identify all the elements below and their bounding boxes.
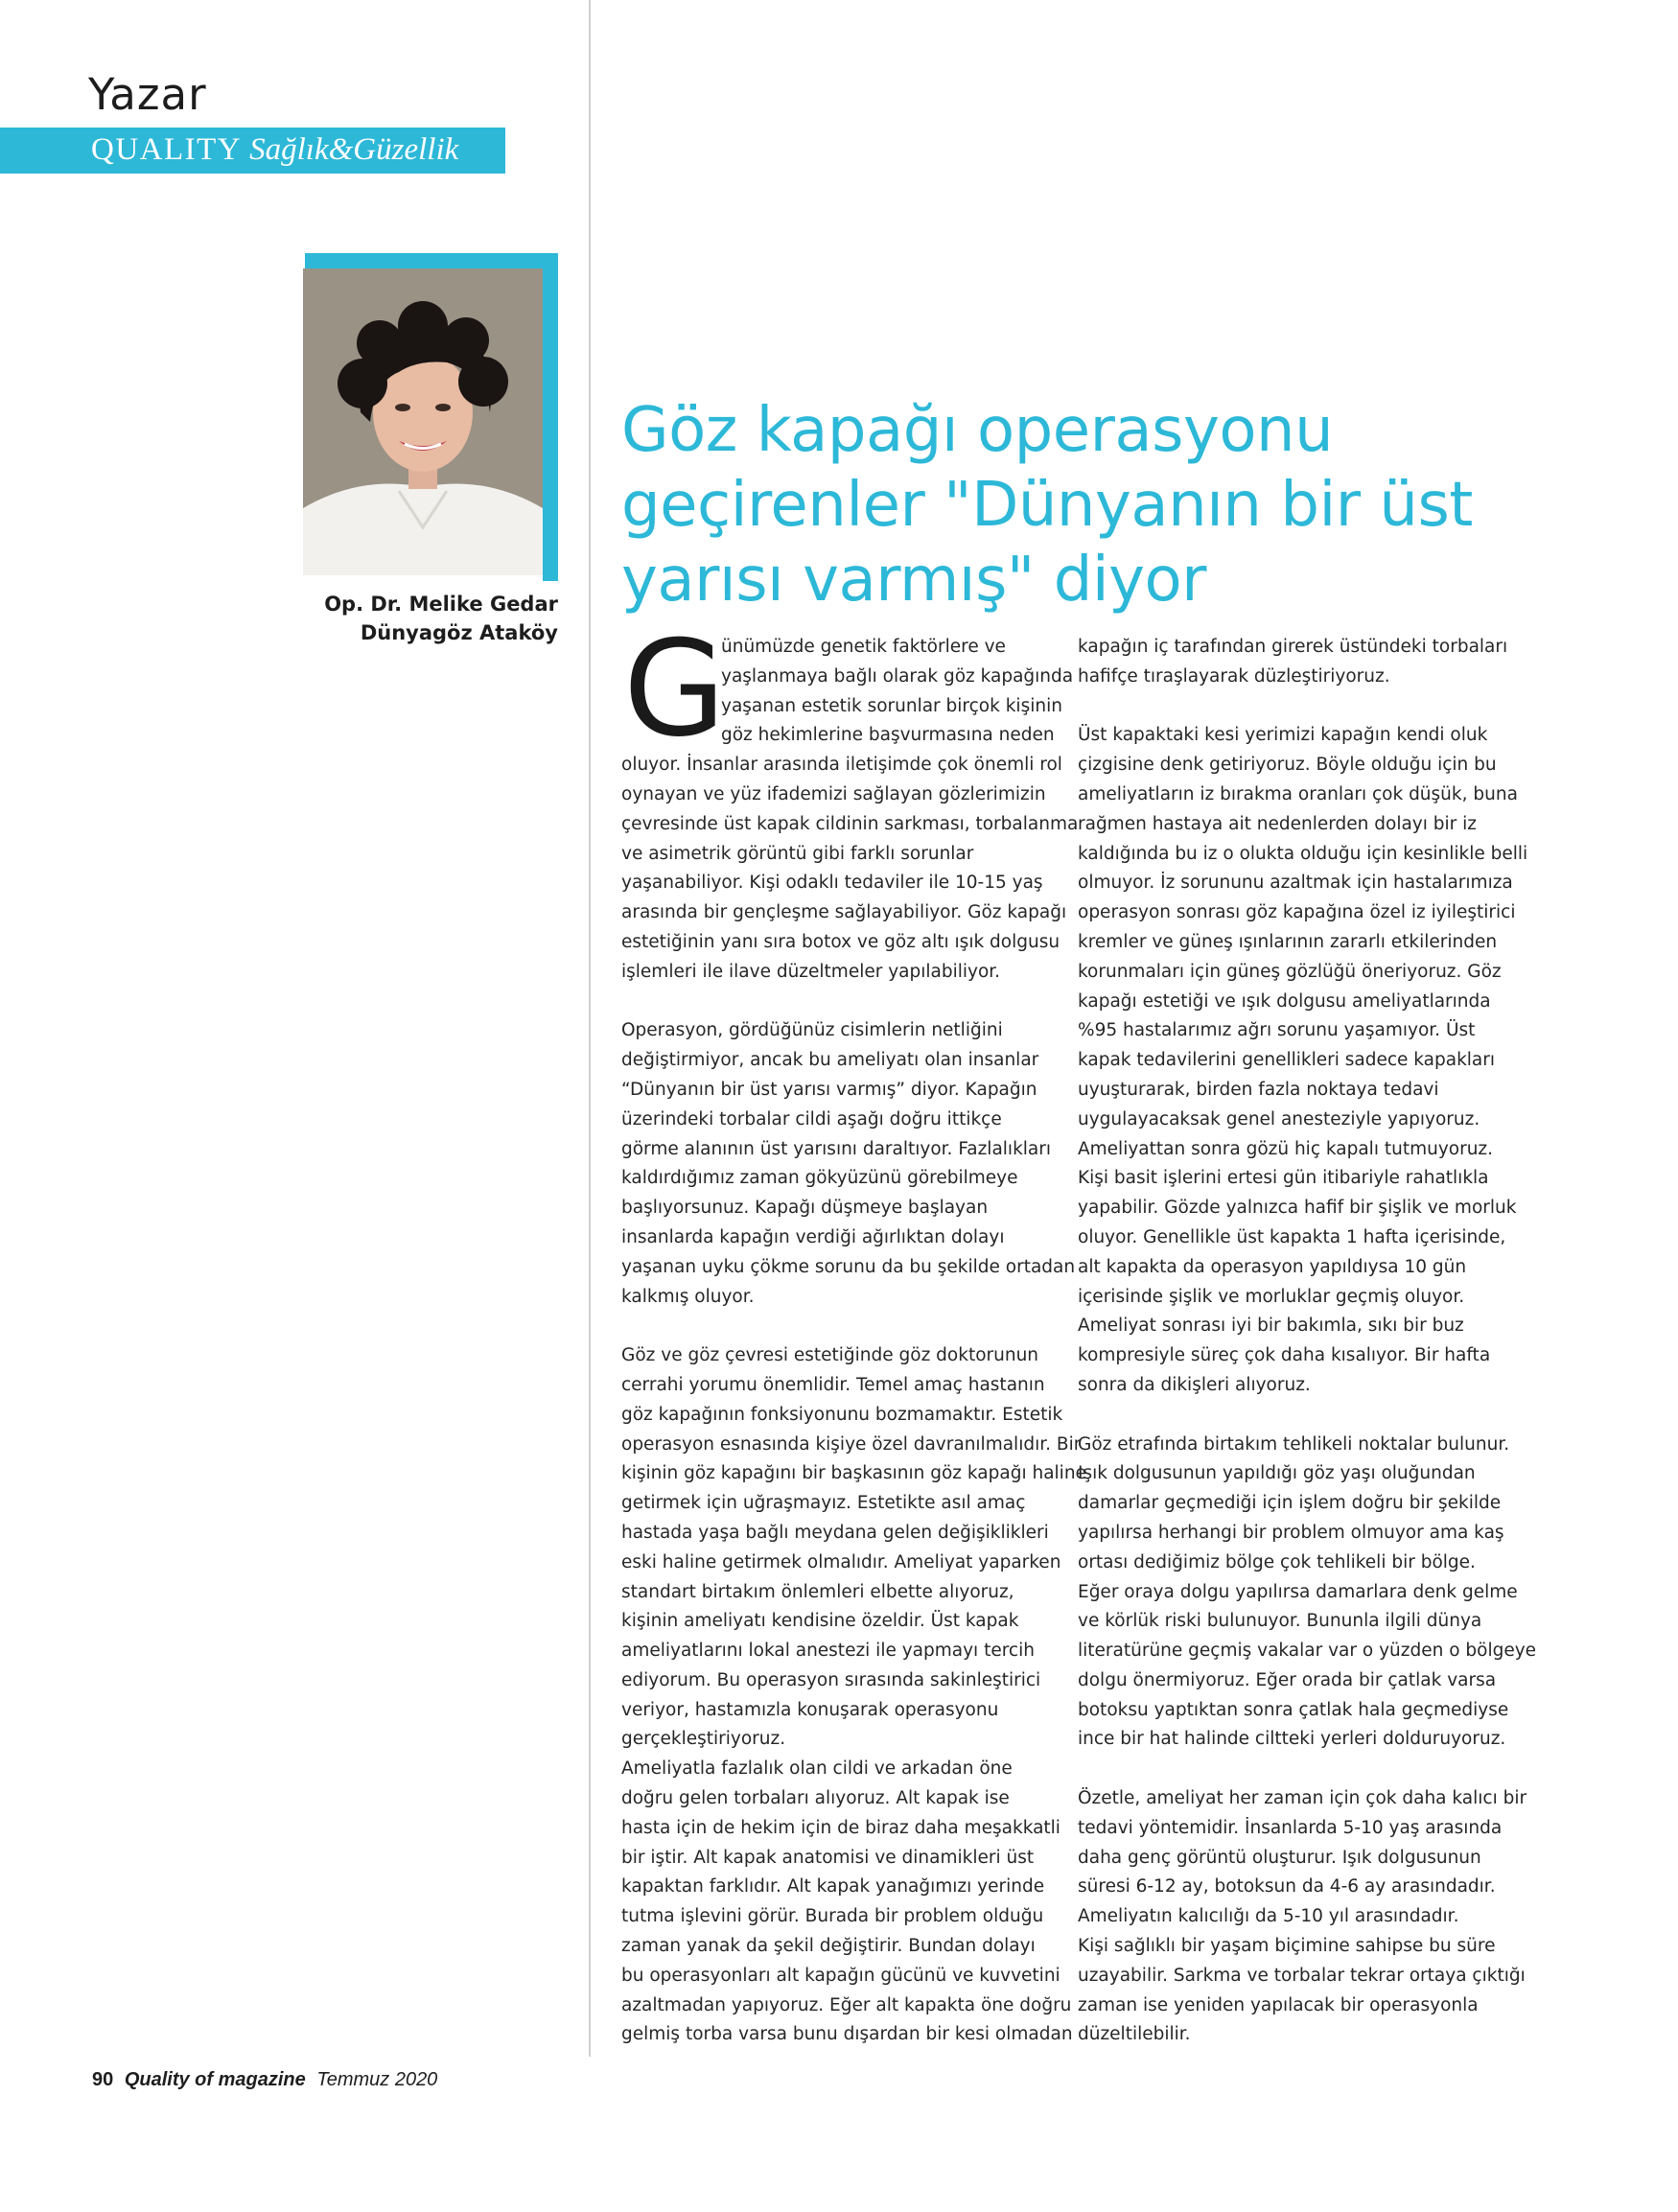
- text-line: ameliyatların iz bırakma oranları çok düşük, buna: [1078, 783, 1518, 804]
- text-line: daha genç görüntü oluşturur. Işık dolgusunun: [1078, 1847, 1481, 1868]
- text-line: Ameliyat sonrası iyi bir bakımla, sıkı bir buz: [1078, 1316, 1464, 1337]
- text-line: kremler ve güneş ışınlarının zararlı etkilerinden: [1078, 931, 1498, 952]
- text-line: ve asimetrik görüntü gibi farklı sorunlar: [621, 843, 974, 864]
- text-line: insanlarda kapağın verdiği ağırlıktan dolayı: [621, 1226, 1005, 1247]
- text-line: oluyor. Genellikle üst kapakta 1 hafta içerisinde,: [1078, 1226, 1506, 1247]
- brand-sub: Sağlık&Güzellik: [249, 132, 459, 167]
- text-line: Ameliyatın kalıcılığı da 5-10 yıl arasındadır.: [1078, 1906, 1459, 1927]
- page-number: 90: [92, 2069, 114, 2090]
- text-line: “Dünyanın bir üst yarısı varmış” diyor. Kapağın: [621, 1079, 1037, 1100]
- page-footer: [92, 2069, 437, 2091]
- issue-date: Temmuz 2020: [316, 2069, 438, 2090]
- article-paragraph: [621, 1016, 1076, 1312]
- text-line: Ameliyattan sonra gözü hiç kapalı tutmuyoruz.: [1078, 1138, 1494, 1159]
- author-photo: [303, 268, 543, 575]
- article-column-left: [621, 633, 1086, 2050]
- text-line: yaşanabiliyor. Kişi odaklı tedaviler ile 10-15 yaş: [621, 873, 1043, 894]
- text-line: operasyon sonrası göz kapağına özel iz iyileştirici: [1078, 902, 1516, 923]
- text-line: gerçekleştiriyoruz.: [621, 1729, 786, 1750]
- text-line: Işık dolgusunun yapıldığı göz yaşı oluğundan: [1078, 1463, 1476, 1484]
- text-line: süresi 6-12 ay, botoksun da 4-6 ay arasındadır.: [1078, 1876, 1496, 1898]
- text-line: kompresiyle süreç çok daha kısalıyor. Bir hafta: [1078, 1345, 1491, 1366]
- text-line: korunmaları için güneş gözlüğü öneriyoruz. Göz: [1078, 961, 1502, 982]
- text-line: ediyorum. Bu operasyon sırasında sakinleştirici: [621, 1669, 1041, 1690]
- text-line: cerrahi yorumu önemlidir. Temel amaç hastanın: [621, 1374, 1045, 1395]
- text-line: değiştirmiyor, ancak bu ameliyatı olan insanlar: [621, 1050, 1039, 1071]
- text-line: çevresinde üst kapak cildinin sarkması, torbalanma: [621, 813, 1079, 834]
- text-line: hasta için de hekim için de biraz daha meşakkatli: [621, 1817, 1060, 1838]
- text-line: literatürüne geçmiş vakalar var o yüzden o bölgeye: [1078, 1641, 1537, 1662]
- text-line: kaldığında bu iz o olukta olduğu için kesinlikle belli: [1078, 843, 1528, 864]
- article-headline: Göz kapağı operasyonu geçirenler "Dünyanın bir üst yarısı varmış" diyor: [621, 395, 1473, 616]
- text-line: uyuşturarak, birden fazla noktaya tedavi: [1078, 1079, 1439, 1100]
- text-line: zaman ise yeniden yapılacak bir operasyonla: [1078, 1994, 1479, 2015]
- text-line: kaldırdığımız zaman gökyüzünü görebilmeye: [621, 1168, 1018, 1189]
- text-line: ince bir hat halinde ciltteki yerleri dolduruyoruz.: [1078, 1729, 1506, 1750]
- text-line: standart birtakım önlemleri elbette alıyoruz,: [621, 1581, 1014, 1602]
- article-paragraph: [1078, 1784, 1527, 2050]
- text-line: başlıyorsunuz. Kapağı düşmeye başlayan: [621, 1198, 989, 1219]
- text-line: tutma işlevini görür. Burada bir problem olduğu: [621, 1906, 1044, 1927]
- text-line: tedavi yöntemidir. İnsanlarda 5-10 yaş arasında: [1078, 1817, 1503, 1838]
- text-line: yapabilir. Gözde yalnızca hafif bir şişlik ve morluk: [1078, 1198, 1517, 1219]
- text-line: kapağı estetiği ve ışık dolgusu ameliyatlarında: [1078, 990, 1491, 1012]
- column-divider: [589, 0, 591, 2057]
- text-line: yaşanan estetik sorunlar birçok kişinin: [721, 695, 1062, 716]
- text-line: sonra da dikişleri alıyoruz.: [1078, 1374, 1311, 1395]
- text-line: olmuyor. İz sorununu azaltmak için hastalarımıza: [1078, 873, 1513, 894]
- text-line: damarlar geçmediği için işlem doğru bir şekilde: [1078, 1493, 1502, 1514]
- text-line: yapılırsa herhangi bir problem olmuyor ama kaş: [1078, 1522, 1504, 1543]
- text-line: azaltmadan yapıyoruz. Eğer alt kapakta öne doğru: [621, 1994, 1072, 2015]
- paragraph-gap: [1078, 1755, 1514, 1784]
- magazine-name: Quality of magazine: [124, 2069, 306, 2090]
- text-line: bu operasyonları alt kapağın gücünü ve kuvvetini: [621, 1965, 1060, 1986]
- text-line: %95 hastalarımız ağrı sorunu yaşamıyor. Üst: [1078, 1020, 1476, 1041]
- text-line: içerisinde şişlik ve morluklar geçmiş oluyor.: [1078, 1286, 1465, 1307]
- section-label: Yazar: [88, 69, 207, 120]
- author-name: Op. Dr. Melike Gedar: [324, 593, 558, 616]
- brand-main: QUALITY: [91, 132, 243, 167]
- text-line: kapaktan farklıdır. Alt kapak yanağımızı yerinde: [621, 1876, 1045, 1898]
- text-line: uygulayacaksak genel anesteziyle yapıyoruz.: [1078, 1108, 1480, 1129]
- text-line: doğru gelen torbaları alıyoruz. Alt kapak ise: [621, 1788, 1010, 1809]
- text-line: hastada yaşa bağlı meydana gelen değişiklikleri: [621, 1522, 1049, 1543]
- text-line: eski haline getirmek olmalıdır. Ameliyat yaparken: [621, 1551, 1061, 1572]
- text-line: oluyor. İnsanlar arasında iletişimde çok önemli rol: [621, 755, 1062, 776]
- text-line: getirmek için uğraşmayız. Estetikte asıl amaç: [621, 1493, 1026, 1514]
- text-line: Üst kapaktaki kesi yerimizi kapağın kendi oluk: [1078, 725, 1488, 746]
- paragraph-gap: [1078, 1401, 1514, 1431]
- text-line: ve körlük riski bulunuyor. Bununla ilgili dünya: [1078, 1611, 1482, 1632]
- text-line: Ameliyatla fazlalık olan cildi ve arkadan öne: [621, 1758, 1013, 1780]
- text-line: gelmiş torba varsa bunu dışardan bir kesi olmadan: [621, 2024, 1073, 2045]
- text-line: alt kapakta da operasyon yapıldıysa 10 gün: [1078, 1256, 1467, 1277]
- text-line: hafifçe tıraşlayarak düzleştiriyoruz.: [1078, 665, 1390, 687]
- text-line: Göz etrafında birtakım tehlikeli noktalar bulunur.: [1078, 1433, 1510, 1455]
- text-line: dolgu önermiyoruz. Eğer orada bir çatlak varsa: [1078, 1669, 1497, 1690]
- text-line: kişinin göz kapağını bir başkasının göz kapağı haline: [621, 1463, 1086, 1484]
- article-paragraph: [1078, 721, 1528, 1400]
- drop-cap: G: [623, 612, 726, 766]
- paragraph-gap: [621, 1312, 1058, 1341]
- text-line: işlemleri ile ilave düzeltmeler yapılabiliyor.: [621, 961, 1001, 982]
- text-line: rağmen hastaya ait nedenlerden dolayı bir iz: [1078, 813, 1477, 834]
- author-portrait-image: [303, 268, 543, 575]
- text-line: veriyor, hastamızla konuşarak operasyonu: [621, 1699, 999, 1720]
- article-paragraph: [621, 1341, 1086, 2050]
- text-line: kişinin ameliyatı kendisine özeldir. Üst kapak: [621, 1611, 1019, 1632]
- text-line: kapak tedavilerini genellikleri sadece kapakları: [1078, 1050, 1496, 1071]
- paragraph-gap: [621, 988, 1058, 1017]
- text-line: yaşanan uyku çökme sorunu da bu şekilde ortadan: [621, 1256, 1076, 1277]
- text-line: estetiğinin yanı sıra botox ve göz altı ışık dolgusu: [621, 931, 1060, 952]
- text-line: kapağın iç tarafından girerek üstündeki torbaları: [1078, 637, 1508, 657]
- text-line: ünümüzde genetik faktörlere ve: [721, 637, 1006, 657]
- text-line: uzayabilir. Sarkma ve torbalar tekrar ortaya çıktığı: [1078, 1965, 1526, 1986]
- text-line: yaşlanmaya bağlı olarak göz kapağında: [721, 665, 1074, 687]
- text-line: ortası dediğimiz bölge çok tehlikeli bir bölge.: [1078, 1551, 1476, 1572]
- text-line: Eğer oraya dolgu yapılırsa damarlara denk gelme: [1078, 1581, 1518, 1602]
- author-institution: Dünyagöz Ataköy: [360, 621, 558, 644]
- text-line: düzeltilebilir.: [1078, 2024, 1191, 2045]
- paragraph-gap: [1078, 692, 1514, 722]
- article-paragraph: [621, 633, 1079, 988]
- text-line: Operasyon, gördüğünüz cisimlerin netliğini: [621, 1020, 1003, 1041]
- text-line: arasında bir gençleşme sağlayabiliyor. Göz kapağı: [621, 902, 1067, 923]
- text-line: botoksu yaptıktan sonra çatlak hala geçmediyse: [1078, 1699, 1509, 1720]
- text-line: çizgisine denk getiriyoruz. Böyle olduğu için bu: [1078, 755, 1497, 776]
- text-line: kalkmış oluyor.: [621, 1286, 755, 1307]
- text-line: görme alanının üst yarısını daraltıyor. Fazlalıkları: [621, 1138, 1052, 1159]
- text-line: oynayan ve yüz ifademizi sağlayan gözlerimizin: [621, 783, 1046, 804]
- text-line: Göz ve göz çevresi estetiğinde göz doktorunun: [621, 1345, 1039, 1366]
- text-line: göz kapağının fonksiyonunu bozmamaktır. Estetik: [621, 1404, 1063, 1425]
- text-line: Özetle, ameliyat her zaman için çok daha kalıcı bir: [1078, 1788, 1527, 1809]
- text-line: göz hekimlerine başvurmasına neden: [721, 725, 1055, 746]
- text-line: üzerindeki torbalar cildi aşağı doğru ittikçe: [621, 1108, 1002, 1129]
- text-line: Kişi basit işlerini ertesi gün itibariyle rahatlıkla: [1078, 1168, 1489, 1189]
- text-line: operasyon esnasında kişiye özel davranılmalıdır. Bir: [621, 1433, 1082, 1455]
- text-line: ameliyatlarını lokal anestezi ile yapmayı tercih: [621, 1641, 1035, 1662]
- brand-logo: [91, 132, 458, 168]
- article-paragraph: [1078, 1431, 1537, 1756]
- text-line: zaman yanak da şekil değiştirir. Bundan dolayı: [621, 1936, 1036, 1957]
- article-column-right: [1078, 633, 1537, 2050]
- text-line: Kişi sağlıklı bir yaşam biçimine sahipse bu süre: [1078, 1936, 1496, 1957]
- article-paragraph: [1078, 633, 1514, 692]
- text-line: bir iştir. Alt kapak anatomisi ve dinamikleri üst: [621, 1847, 1035, 1868]
